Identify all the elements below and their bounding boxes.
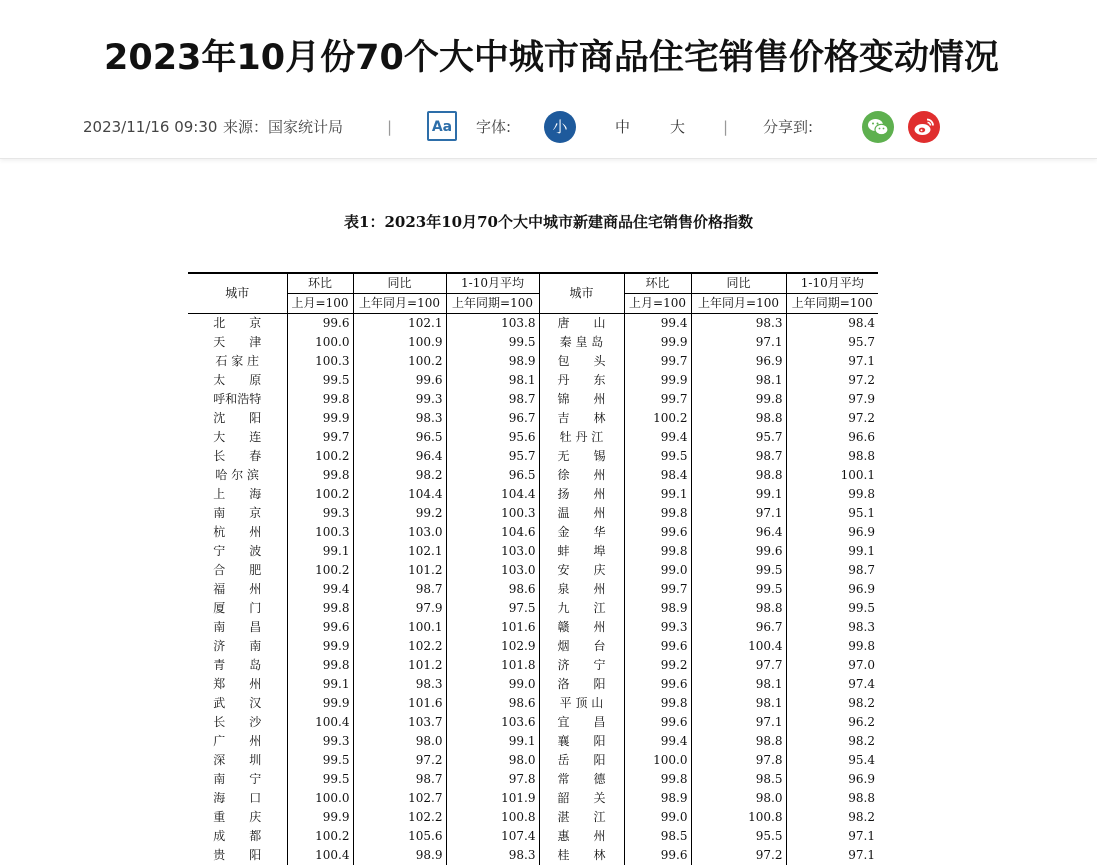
city-name: 重 庆 <box>188 808 287 827</box>
avg-value: 101.6 <box>446 618 539 637</box>
city-name: 泉 州 <box>539 580 624 599</box>
avg-value: 103.8 <box>446 314 539 334</box>
city-name: 襄 阳 <box>539 732 624 751</box>
avg-value: 95.4 <box>786 751 878 770</box>
mom-value: 99.8 <box>287 390 353 409</box>
avg-value: 101.8 <box>446 656 539 675</box>
mom-value: 99.5 <box>624 447 691 466</box>
mom-value: 100.2 <box>287 827 353 846</box>
city-name: 宁 波 <box>188 542 287 561</box>
mom-value: 99.6 <box>624 637 691 656</box>
city-name: 锦 州 <box>539 390 624 409</box>
price-index-table <box>188 272 878 865</box>
yoy-value: 98.7 <box>353 770 446 789</box>
mom-value: 99.5 <box>287 751 353 770</box>
avg-value: 102.9 <box>446 637 539 656</box>
table-row <box>188 504 878 523</box>
header-avg-base: 上年同期=100 <box>446 294 539 314</box>
mom-value: 98.5 <box>624 827 691 846</box>
city-name: 天 津 <box>188 333 287 352</box>
yoy-value: 102.1 <box>353 314 446 334</box>
mom-value: 99.4 <box>624 732 691 751</box>
avg-value: 97.1 <box>786 846 878 865</box>
mom-value: 99.6 <box>287 618 353 637</box>
city-name: 九 江 <box>539 599 624 618</box>
city-name: 洛 阳 <box>539 675 624 694</box>
mom-value: 99.9 <box>287 808 353 827</box>
yoy-value: 99.5 <box>691 580 786 599</box>
city-name: 太 原 <box>188 371 287 390</box>
avg-value: 103.0 <box>446 542 539 561</box>
yoy-value: 99.1 <box>691 485 786 504</box>
mom-value: 99.3 <box>624 618 691 637</box>
yoy-value: 101.2 <box>353 656 446 675</box>
avg-value: 98.8 <box>786 789 878 808</box>
mom-value: 100.2 <box>287 447 353 466</box>
yoy-value: 102.7 <box>353 789 446 808</box>
mom-value: 99.6 <box>624 523 691 542</box>
avg-value: 98.3 <box>446 846 539 865</box>
city-name: 南 京 <box>188 504 287 523</box>
mom-value: 99.7 <box>624 580 691 599</box>
mom-value: 99.8 <box>624 770 691 789</box>
mom-value: 99.9 <box>287 409 353 428</box>
avg-value: 98.7 <box>786 561 878 580</box>
yoy-value: 96.7 <box>691 618 786 637</box>
city-name: 唐 山 <box>539 314 624 334</box>
yoy-value: 98.0 <box>353 732 446 751</box>
avg-value: 97.4 <box>786 675 878 694</box>
yoy-value: 99.8 <box>691 390 786 409</box>
city-name: 合 肥 <box>188 561 287 580</box>
city-name: 大 连 <box>188 428 287 447</box>
header-city: 城市 <box>188 273 287 314</box>
mom-value: 98.4 <box>624 466 691 485</box>
city-name: 平 顶 山 <box>539 694 624 713</box>
city-name: 扬 州 <box>539 485 624 504</box>
mom-value: 99.9 <box>287 637 353 656</box>
city-name: 南 宁 <box>188 770 287 789</box>
avg-value: 99.5 <box>446 333 539 352</box>
yoy-value: 97.1 <box>691 504 786 523</box>
mom-value: 100.4 <box>287 713 353 732</box>
yoy-value: 103.0 <box>353 523 446 542</box>
avg-value: 97.1 <box>786 827 878 846</box>
mom-value: 100.2 <box>624 409 691 428</box>
yoy-value: 98.1 <box>691 694 786 713</box>
avg-value: 99.1 <box>786 542 878 561</box>
mom-value: 99.6 <box>287 314 353 334</box>
yoy-value: 98.3 <box>353 675 446 694</box>
publish-date: 2023/11/16 09:30 <box>83 108 217 146</box>
mom-value: 99.9 <box>287 694 353 713</box>
city-name: 湛 江 <box>539 808 624 827</box>
font-size-label: 字体: <box>476 108 511 146</box>
header-yoy: 同比 <box>353 273 446 294</box>
header-city: 城市 <box>539 273 624 314</box>
table-row <box>188 523 878 542</box>
header-mom-base: 上月=100 <box>624 294 691 314</box>
mom-value: 99.3 <box>287 504 353 523</box>
city-name: 沈 阳 <box>188 409 287 428</box>
city-name: 吉 林 <box>539 409 624 428</box>
city-name: 杭 州 <box>188 523 287 542</box>
mom-value: 99.6 <box>624 846 691 865</box>
header-mom: 环比 <box>287 273 353 294</box>
header-avg: 1-10月平均 <box>786 273 878 294</box>
city-name: 宜 昌 <box>539 713 624 732</box>
yoy-value: 100.1 <box>353 618 446 637</box>
table-row <box>188 808 878 827</box>
city-name: 徐 州 <box>539 466 624 485</box>
avg-value: 104.4 <box>446 485 539 504</box>
avg-value: 97.2 <box>786 409 878 428</box>
table-row <box>188 732 878 751</box>
yoy-value: 98.7 <box>353 580 446 599</box>
avg-value: 104.6 <box>446 523 539 542</box>
city-name: 北 京 <box>188 314 287 334</box>
yoy-value: 104.4 <box>353 485 446 504</box>
yoy-value: 98.5 <box>691 770 786 789</box>
yoy-value: 98.7 <box>691 447 786 466</box>
city-name: 金 华 <box>539 523 624 542</box>
table-row <box>188 656 878 675</box>
table-row <box>188 409 878 428</box>
avg-value: 99.0 <box>446 675 539 694</box>
wechat-icon <box>862 111 894 143</box>
table-row <box>188 390 878 409</box>
table-row <box>188 485 878 504</box>
avg-value: 103.6 <box>446 713 539 732</box>
mom-value: 99.6 <box>624 675 691 694</box>
mom-value: 99.5 <box>287 770 353 789</box>
header-mom-base: 上月=100 <box>287 294 353 314</box>
city-name: 上 海 <box>188 485 287 504</box>
yoy-value: 98.8 <box>691 466 786 485</box>
yoy-value: 97.2 <box>691 846 786 865</box>
yoy-value: 95.7 <box>691 428 786 447</box>
avg-value: 100.3 <box>446 504 539 523</box>
yoy-value: 100.4 <box>691 637 786 656</box>
yoy-value: 102.2 <box>353 808 446 827</box>
city-name: 蚌 埠 <box>539 542 624 561</box>
article-meta-bar <box>83 108 1023 146</box>
yoy-value: 98.3 <box>691 314 786 334</box>
avg-value: 99.1 <box>446 732 539 751</box>
mom-value: 99.1 <box>287 675 353 694</box>
avg-value: 96.7 <box>446 409 539 428</box>
share-label: 分享到: <box>763 108 813 146</box>
avg-value: 98.9 <box>446 352 539 371</box>
avg-value: 96.9 <box>786 770 878 789</box>
mom-value: 100.0 <box>624 751 691 770</box>
mom-value: 99.3 <box>287 732 353 751</box>
avg-value: 98.3 <box>786 618 878 637</box>
avg-value: 97.0 <box>786 656 878 675</box>
avg-value: 100.8 <box>446 808 539 827</box>
yoy-value: 98.3 <box>353 409 446 428</box>
yoy-value: 98.2 <box>353 466 446 485</box>
yoy-value: 99.2 <box>353 504 446 523</box>
city-name: 济 南 <box>188 637 287 656</box>
yoy-value: 98.9 <box>353 846 446 865</box>
mom-value: 100.3 <box>287 523 353 542</box>
city-name: 福 州 <box>188 580 287 599</box>
weibo-icon <box>908 111 940 143</box>
header-yoy-base: 上年同月=100 <box>353 294 446 314</box>
font-settings-button[interactable]: Aa <box>427 111 457 141</box>
yoy-value: 101.6 <box>353 694 446 713</box>
mom-value: 99.8 <box>624 542 691 561</box>
mom-value: 99.4 <box>624 314 691 334</box>
article-header <box>0 0 1097 159</box>
yoy-value: 99.5 <box>691 561 786 580</box>
avg-value: 99.8 <box>786 637 878 656</box>
yoy-value: 102.2 <box>353 637 446 656</box>
table-row <box>188 770 878 789</box>
avg-value: 98.2 <box>786 732 878 751</box>
yoy-value: 98.1 <box>691 371 786 390</box>
avg-value: 97.5 <box>446 599 539 618</box>
table-row <box>188 599 878 618</box>
avg-value: 96.9 <box>786 523 878 542</box>
avg-value: 95.6 <box>446 428 539 447</box>
article-source: 来源：国家统计局 <box>223 108 343 146</box>
yoy-value: 101.2 <box>353 561 446 580</box>
table-row <box>188 542 878 561</box>
mom-value: 100.3 <box>287 352 353 371</box>
avg-value: 98.2 <box>786 694 878 713</box>
yoy-value: 97.8 <box>691 751 786 770</box>
table-row <box>188 618 878 637</box>
city-name: 牡 丹 江 <box>539 428 624 447</box>
city-name: 常 德 <box>539 770 624 789</box>
city-name: 秦 皇 岛 <box>539 333 624 352</box>
city-name: 南 昌 <box>188 618 287 637</box>
avg-value: 98.2 <box>786 808 878 827</box>
yoy-value: 95.5 <box>691 827 786 846</box>
yoy-value: 97.1 <box>691 333 786 352</box>
avg-value: 98.7 <box>446 390 539 409</box>
city-name: 成 都 <box>188 827 287 846</box>
header-avg: 1-10月平均 <box>446 273 539 294</box>
font-size-medium-button[interactable]: 中 <box>615 108 630 146</box>
yoy-value: 97.7 <box>691 656 786 675</box>
table-row <box>188 580 878 599</box>
avg-value: 98.6 <box>446 694 539 713</box>
city-name: 无 锡 <box>539 447 624 466</box>
avg-value: 97.1 <box>786 352 878 371</box>
table-row <box>188 789 878 808</box>
article-title: 2023年10月份70个大中城市商品住宅销售价格变动情况 <box>104 30 999 80</box>
mom-value: 99.6 <box>624 713 691 732</box>
avg-value: 99.5 <box>786 599 878 618</box>
table-row <box>188 827 878 846</box>
avg-value: 96.6 <box>786 428 878 447</box>
mom-value: 99.8 <box>287 656 353 675</box>
city-name: 温 州 <box>539 504 624 523</box>
mom-value: 99.9 <box>624 333 691 352</box>
avg-value: 96.9 <box>786 580 878 599</box>
table-row <box>188 561 878 580</box>
table-row <box>188 713 878 732</box>
city-name: 武 汉 <box>188 694 287 713</box>
mom-value: 99.1 <box>287 542 353 561</box>
yoy-value: 98.1 <box>691 675 786 694</box>
font-size-small-button[interactable]: 小 <box>544 111 576 143</box>
yoy-value: 102.1 <box>353 542 446 561</box>
mom-value: 99.2 <box>624 656 691 675</box>
font-size-large-button[interactable]: 大 <box>670 108 685 146</box>
meta-divider: | <box>723 108 728 146</box>
mom-value: 99.0 <box>624 808 691 827</box>
city-name: 包 头 <box>539 352 624 371</box>
mom-value: 100.2 <box>287 561 353 580</box>
mom-value: 100.2 <box>287 485 353 504</box>
mom-value: 99.4 <box>287 580 353 599</box>
table-row <box>188 352 878 371</box>
mom-value: 98.9 <box>624 789 691 808</box>
yoy-value: 97.2 <box>353 751 446 770</box>
table-subheader-row <box>188 294 878 314</box>
mom-value: 99.8 <box>287 466 353 485</box>
avg-value: 98.8 <box>786 447 878 466</box>
header-yoy-base: 上年同月=100 <box>691 294 786 314</box>
city-name: 哈 尔 滨 <box>188 466 287 485</box>
yoy-value: 103.7 <box>353 713 446 732</box>
city-name: 长 沙 <box>188 713 287 732</box>
table-body <box>188 314 878 865</box>
yoy-value: 99.6 <box>353 371 446 390</box>
table-row <box>188 428 878 447</box>
yoy-value: 97.9 <box>353 599 446 618</box>
mom-value: 99.8 <box>624 504 691 523</box>
avg-value: 100.1 <box>786 466 878 485</box>
avg-value: 97.9 <box>786 390 878 409</box>
yoy-value: 99.3 <box>353 390 446 409</box>
table-header-row <box>188 273 878 294</box>
mom-value: 99.8 <box>624 694 691 713</box>
yoy-value: 96.5 <box>353 428 446 447</box>
yoy-value: 98.8 <box>691 409 786 428</box>
city-name: 丹 东 <box>539 371 624 390</box>
yoy-value: 98.0 <box>691 789 786 808</box>
city-name: 赣 州 <box>539 618 624 637</box>
mom-value: 99.0 <box>624 561 691 580</box>
wechat-share-button[interactable] <box>862 111 894 143</box>
table-row <box>188 447 878 466</box>
avg-value: 97.8 <box>446 770 539 789</box>
avg-value: 95.7 <box>446 447 539 466</box>
header-yoy: 同比 <box>691 273 786 294</box>
mom-value: 99.5 <box>287 371 353 390</box>
city-name: 岳 阳 <box>539 751 624 770</box>
mom-value: 99.7 <box>624 390 691 409</box>
city-name: 青 岛 <box>188 656 287 675</box>
table-row <box>188 371 878 390</box>
avg-value: 99.8 <box>786 485 878 504</box>
city-name: 石 家 庄 <box>188 352 287 371</box>
mom-value: 99.9 <box>624 371 691 390</box>
yoy-value: 100.8 <box>691 808 786 827</box>
yoy-value: 98.8 <box>691 599 786 618</box>
avg-value: 107.4 <box>446 827 539 846</box>
avg-value: 97.2 <box>786 371 878 390</box>
mom-value: 98.9 <box>624 599 691 618</box>
city-name: 深 圳 <box>188 751 287 770</box>
mom-value: 99.1 <box>624 485 691 504</box>
city-name: 郑 州 <box>188 675 287 694</box>
city-name: 长 春 <box>188 447 287 466</box>
city-name: 韶 关 <box>539 789 624 808</box>
mom-value: 99.7 <box>287 428 353 447</box>
yoy-value: 99.6 <box>691 542 786 561</box>
table-row <box>188 751 878 770</box>
mom-value: 99.4 <box>624 428 691 447</box>
yoy-value: 100.2 <box>353 352 446 371</box>
city-name: 烟 台 <box>539 637 624 656</box>
city-name: 广 州 <box>188 732 287 751</box>
avg-value: 98.4 <box>786 314 878 334</box>
table-row <box>188 314 878 334</box>
city-name: 贵 阳 <box>188 846 287 865</box>
yoy-value: 96.9 <box>691 352 786 371</box>
table-caption: 表1：2023年10月70个大中城市新建商品住宅销售价格指数 <box>0 211 1097 232</box>
table-row <box>188 637 878 656</box>
city-name: 厦 门 <box>188 599 287 618</box>
avg-value: 98.6 <box>446 580 539 599</box>
meta-divider: | <box>387 108 392 146</box>
yoy-value: 105.6 <box>353 827 446 846</box>
avg-value: 101.9 <box>446 789 539 808</box>
mom-value: 100.0 <box>287 789 353 808</box>
mom-value: 100.4 <box>287 846 353 865</box>
avg-value: 98.0 <box>446 751 539 770</box>
table-row <box>188 466 878 485</box>
yoy-value: 97.1 <box>691 713 786 732</box>
avg-value: 95.7 <box>786 333 878 352</box>
avg-value: 103.0 <box>446 561 539 580</box>
avg-value: 96.5 <box>446 466 539 485</box>
city-name: 呼和浩特 <box>188 390 287 409</box>
city-name: 海 口 <box>188 789 287 808</box>
yoy-value: 96.4 <box>691 523 786 542</box>
weibo-share-button[interactable] <box>908 111 940 143</box>
city-name: 安 庆 <box>539 561 624 580</box>
table-row <box>188 333 878 352</box>
avg-value: 98.1 <box>446 371 539 390</box>
header-avg-base: 上年同期=100 <box>786 294 878 314</box>
mom-value: 99.8 <box>287 599 353 618</box>
avg-value: 95.1 <box>786 504 878 523</box>
avg-value: 96.2 <box>786 713 878 732</box>
yoy-value: 98.8 <box>691 732 786 751</box>
city-name: 桂 林 <box>539 846 624 865</box>
yoy-value: 100.9 <box>353 333 446 352</box>
city-name: 济 宁 <box>539 656 624 675</box>
city-name: 惠 州 <box>539 827 624 846</box>
table-row <box>188 694 878 713</box>
yoy-value: 96.4 <box>353 447 446 466</box>
header-mom: 环比 <box>624 273 691 294</box>
mom-value: 99.7 <box>624 352 691 371</box>
mom-value: 100.0 <box>287 333 353 352</box>
table-row <box>188 675 878 694</box>
